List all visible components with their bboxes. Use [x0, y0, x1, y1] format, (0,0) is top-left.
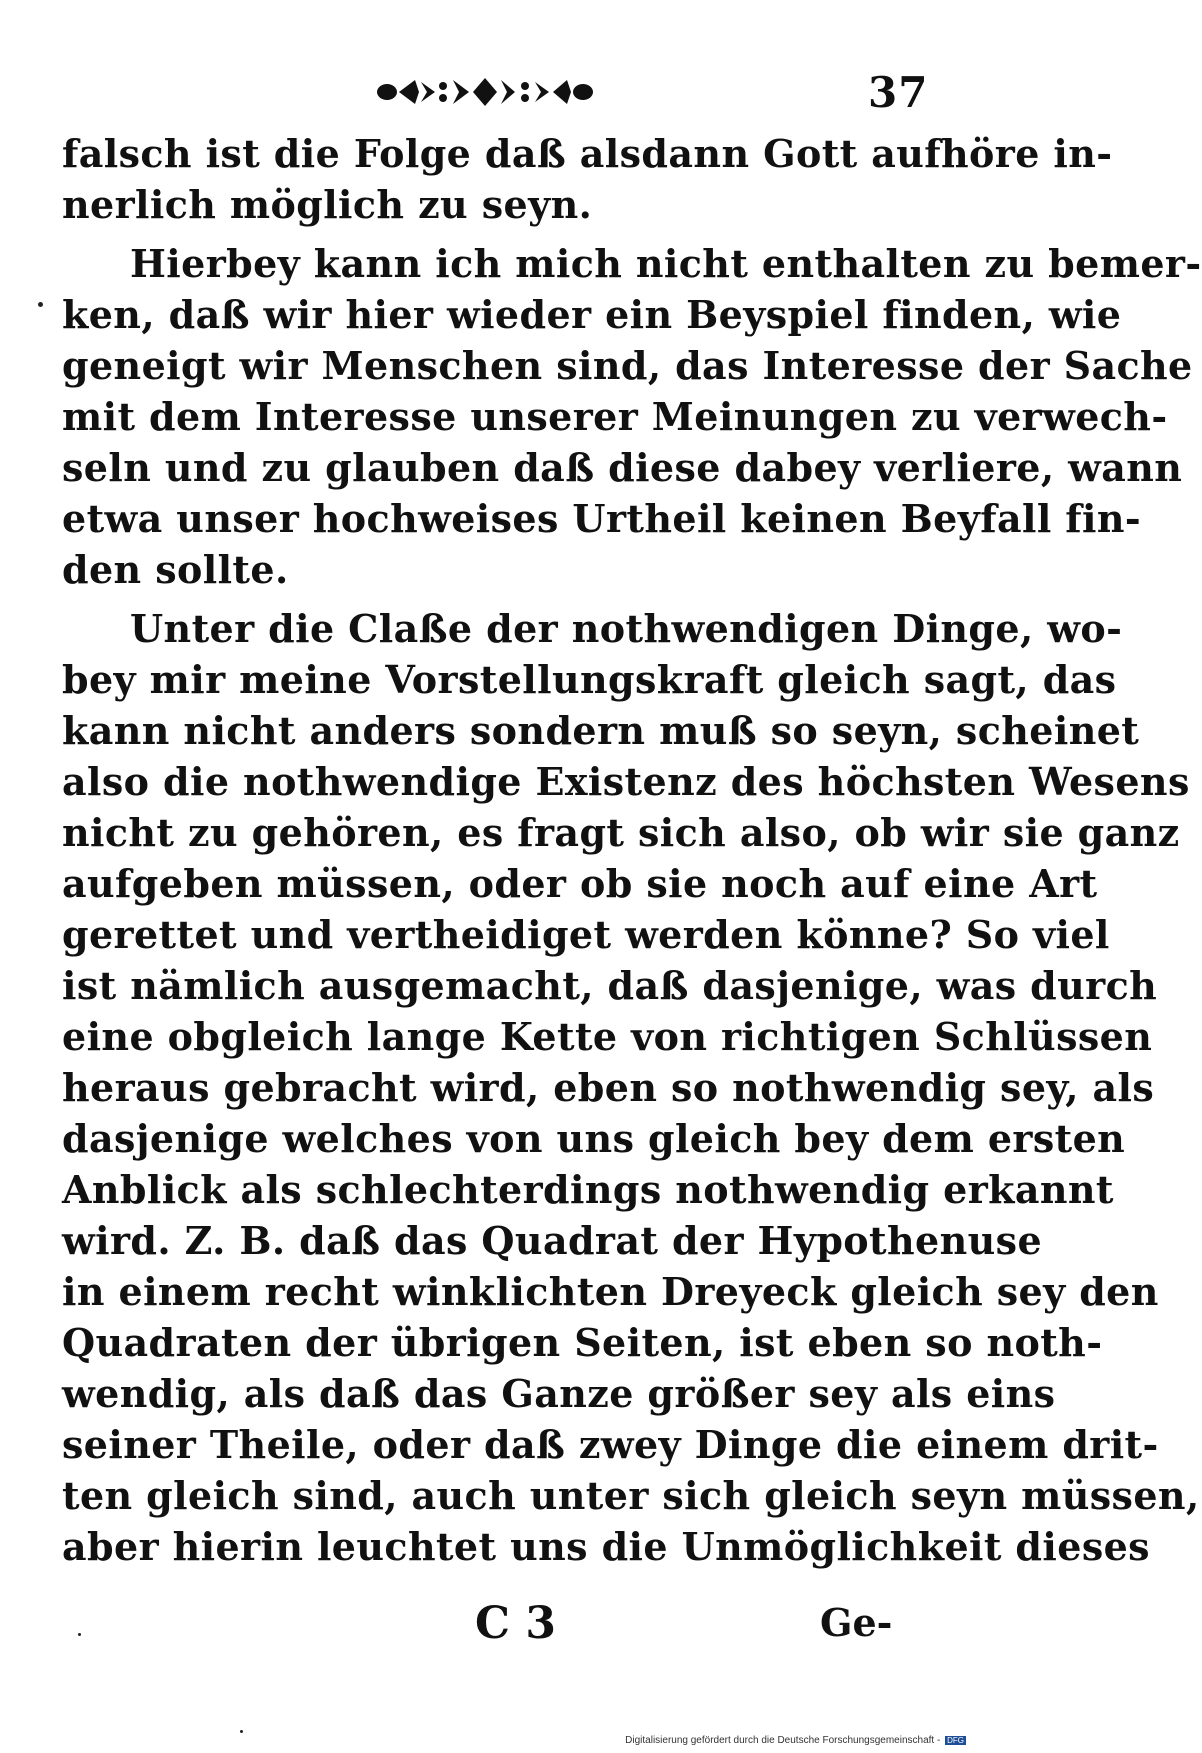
text-line: eine obgleich lange Kette von richtigen Schlüssen: [62, 1014, 1153, 1059]
signature-mark: C 3: [475, 1598, 556, 1649]
text-line: Unter die Claße der nothwendigen Dinge, wo-: [130, 606, 1123, 651]
text-line: seln und zu glauben daß diese dabey verliere, wann: [62, 445, 1183, 490]
text-line: heraus gebracht wird, eben so nothwendig sey, als: [62, 1065, 1155, 1110]
paragraph: [62, 128, 1113, 230]
text-line: in einem recht winklichten Dreyeck gleich sey den: [62, 1269, 1159, 1314]
text-line: gerettet und vertheidiget werden könne? So viel: [62, 912, 1110, 957]
text-line: wird. Z. B. daß das Quadrat der Hypothenuse: [62, 1218, 1043, 1263]
body-text: [62, 128, 1202, 1572]
text-line: ist nämlich ausgemacht, daß dasjenige, was durch: [62, 963, 1158, 1008]
text-line: nicht zu gehören, es fragt sich also, ob wir sie ganz: [62, 810, 1180, 855]
dfg-logo: DFG: [947, 1735, 964, 1745]
text-line: mit dem Interesse unserer Meinungen zu verwech-: [62, 394, 1168, 439]
text-line: etwa unser hochweises Urtheil keinen Beyfall fin-: [62, 496, 1142, 541]
text-line: dasjenige welches von uns gleich bey dem ersten: [62, 1116, 1126, 1161]
text-line: Quadraten der übrigen Seiten, ist eben so noth-: [62, 1320, 1103, 1365]
text-line: geneigt wir Menschen sind, das Interesse der Sache: [62, 343, 1193, 388]
decorative-headpiece-icon: [375, 72, 595, 112]
ink-speck: [38, 302, 43, 307]
footer-credit-text: Digitalisierung gefördert durch die Deutsche Forschungsgemeinschaft -: [625, 1735, 941, 1746]
text-line: bey mir meine Vorstellungskraft gleich sagt, das: [62, 657, 1117, 702]
text-line: ten gleich sind, auch unter sich gleich seyn müssen,: [62, 1473, 1200, 1518]
text-line: seiner Theile, oder daß zwey Dinge die einem drit-: [62, 1422, 1159, 1467]
text-line: Hierbey kann ich mich nicht enthalten zu bemer-: [130, 241, 1202, 286]
text-line: Anblick als schlechterdings nothwendig erkannt: [62, 1167, 1114, 1212]
ink-speck: [78, 1633, 81, 1636]
footer-credit: [625, 1735, 966, 1746]
paragraph: [62, 238, 1202, 595]
ink-speck: [240, 1730, 243, 1733]
text-line: falsch ist die Folge daß alsdann Gott aufhöre in-: [62, 131, 1113, 176]
paragraph: [62, 603, 1200, 1572]
text-line: wendig, als daß das Ganze größer sey als eins: [62, 1371, 1056, 1416]
text-line: aber hierin leuchtet uns die Unmöglichkeit dieses: [62, 1524, 1150, 1569]
text-line: den sollte.: [62, 547, 289, 592]
catchword: Ge-: [820, 1600, 893, 1645]
text-line: nerlich möglich zu seyn.: [62, 182, 593, 227]
text-line: kann nicht anders sondern muß so seyn, scheinet: [62, 708, 1140, 753]
text-line: ken, daß wir hier wieder ein Beyspiel finden, wie: [62, 292, 1122, 337]
text-line: aufgeben müssen, oder ob sie noch auf eine Art: [62, 861, 1098, 906]
text-line: also die nothwendige Existenz des höchsten Wesens: [62, 759, 1190, 804]
page-number: 37: [868, 68, 929, 117]
